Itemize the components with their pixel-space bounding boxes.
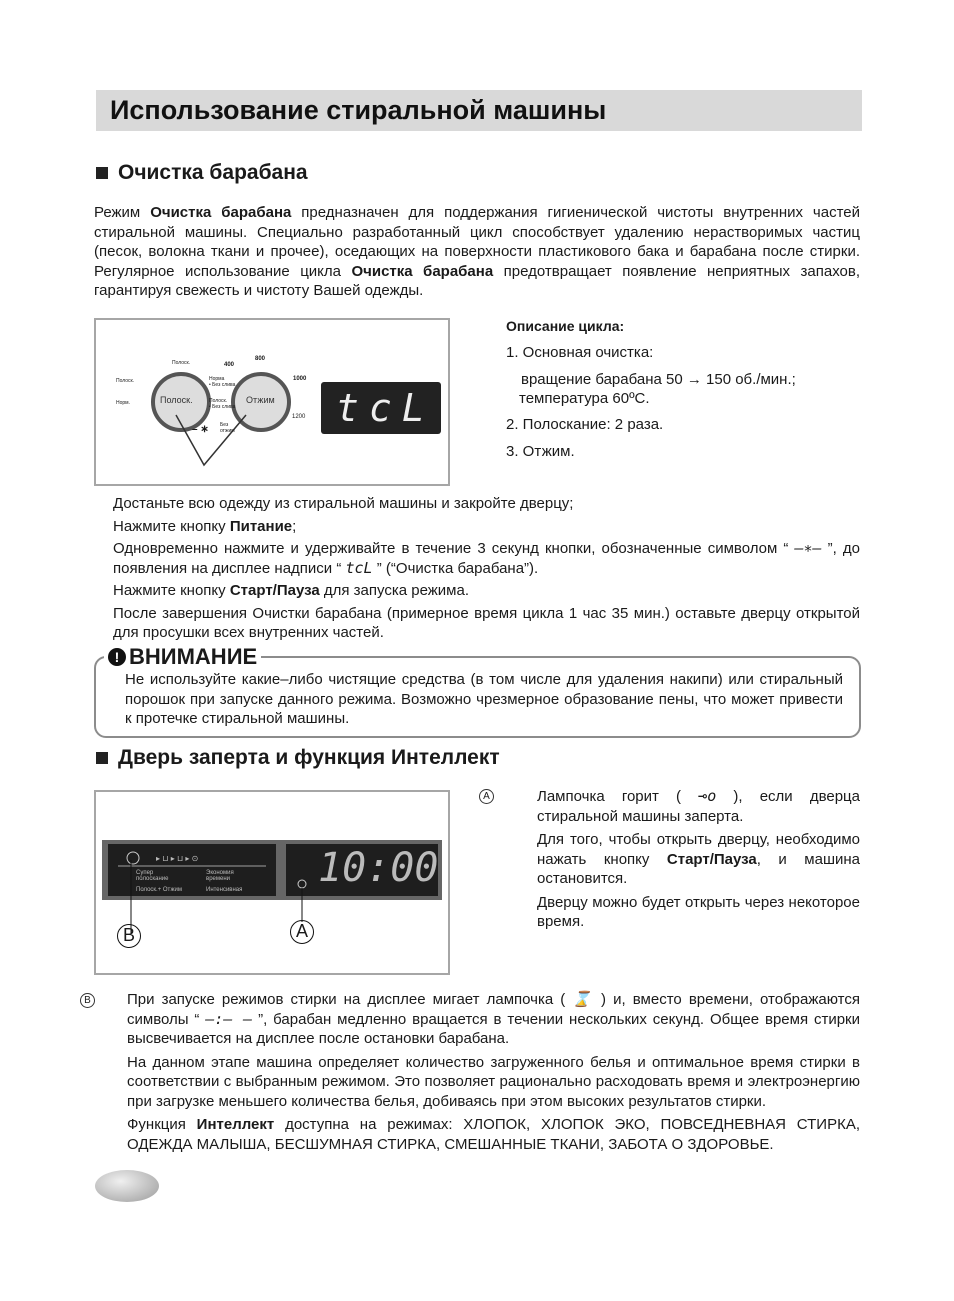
text-segment: Для того, чтобы открыть дверцу, необходимо нажать кнопку <box>537 831 860 868</box>
control-panel-figure-1 <box>94 318 450 486</box>
cycle-heading: Описание цикла: <box>506 318 625 334</box>
cycle-step-detail: температура 60ºC. <box>519 390 650 407</box>
text-segment: На данном этапе машина определяет количество загруженного белья и оптимальное время стирки в соответствии с выбранным режимом. Это позволяет рационально расходовать время и электроэнергию при загрузке меньшего количества белья, добиваясь при этом высоких результатов стирки. <box>127 1053 860 1110</box>
text-segment: ) и, вместо времени, отображаются символы “ <box>127 991 860 1028</box>
page-title: Использование стиральной машины <box>96 90 862 131</box>
text-segment: доступна на режимах: ХЛОПОК, ХЛОПОК ЭКО, ПОВСЕДНЕВНАЯ СТИРКА, ОДЕЖДА МАЛЫША, БЕСШУМНАЯ СТИРКА, СМЕШАННЫЕ ТКАНИ, ЗАБОТА О ЗДОРОВЬЕ. <box>127 1116 861 1153</box>
text-segment: ; <box>292 517 297 535</box>
marker-b: B <box>117 924 141 948</box>
display-symbol: –∗– <box>794 539 822 557</box>
display-text: tcL <box>336 386 435 430</box>
step <box>113 581 860 601</box>
step <box>113 604 860 643</box>
star-symbol: – ∗ <box>192 424 209 435</box>
time-display: 10:00 <box>318 845 439 891</box>
control-panel-figure-2 <box>94 790 450 975</box>
text-segment: предназначен для поддержания гигиенической чистоты внутренних частей стиральной машины. Специально разработанный цикл способствует удалению нерастворимых частиц (песок, волокна ткани и прочее), оседающих на поверхности пластикового бака и барабана после стирки. Регулярное использование цикла <box>94 204 860 280</box>
text-segment: , и машина остановится. <box>537 850 860 887</box>
cycle-description <box>506 317 796 461</box>
step <box>113 539 860 578</box>
text-segment: Нажмите кнопку <box>113 517 230 535</box>
text-segment: предотвращает появление неприятных запахов, гарантируя свежесть и чистоту Вашей одежды. <box>94 262 861 299</box>
rinse-label: Полоск. • Без слива <box>209 398 236 410</box>
bold-text: Старт/Пауза <box>666 850 757 868</box>
rinse-knob-label: Полоск. <box>160 395 193 405</box>
text-segment: Функция <box>127 1116 197 1133</box>
heading-text: Очистка барабана <box>118 161 308 184</box>
page-number-oval <box>95 1170 159 1202</box>
bold-text: Очистка барабана <box>351 262 494 280</box>
bullet-square-icon <box>96 167 108 179</box>
spin-label: 400 <box>224 362 235 368</box>
exclamation-icon: ! <box>108 648 126 666</box>
display-symbol: tcL <box>345 558 373 577</box>
section-heading-drum-clean <box>96 161 308 185</box>
text-segment: ”, барабан медленно вращается в течении нескольких секунд. Общее время стирки высвечивается на дисплее после остановки барабана. <box>127 1010 860 1047</box>
rinse-label: Полоск. <box>172 360 191 366</box>
text-segment: Режим <box>94 204 151 221</box>
text-segment: ”, до появления на дисплее надписи “ <box>113 540 861 577</box>
paragraph <box>537 787 860 826</box>
bold-text: Старт/Пауза <box>229 582 320 599</box>
spin-label: 1200 <box>292 414 306 420</box>
door-lock-description <box>537 787 860 932</box>
step <box>113 517 860 537</box>
display-symbol: –:– – <box>205 1009 253 1028</box>
text-segment: Дверцу можно будет открыть через некоторое время. <box>537 893 860 930</box>
marker-a-label: A <box>479 789 494 804</box>
wash-stage-icons: ▸ ⊔ ▸ ⊔ ▸ ⊙ <box>156 854 199 863</box>
step <box>113 494 860 514</box>
option-label: Экономия времени <box>206 870 234 882</box>
spin-label: Без отжим <box>220 422 235 434</box>
spin-label: 1000 <box>293 376 307 382</box>
text-segment: Одновременно нажмите и удерживайте в течение 3 секунд кнопки, обозначенные символом “ <box>113 540 795 557</box>
cycle-step: 3. Отжим. <box>506 443 575 460</box>
rinse-label: Норма • Без слива <box>209 376 236 388</box>
display-symbol: ⌛ <box>572 990 594 1008</box>
rinse-label: Полоск. <box>116 378 135 384</box>
paragraph <box>537 893 860 932</box>
warning-title: ВНИМАНИЕ <box>129 644 258 669</box>
paragraph <box>127 1115 860 1154</box>
text-segment: Достаньте всю одежду из стиральной машины и закройте дверцу; <box>113 495 574 512</box>
bullet-square-icon <box>96 752 108 764</box>
intellect-description <box>127 990 860 1154</box>
spin-knob-label: Отжим <box>246 395 275 405</box>
intro-paragraph <box>94 203 860 301</box>
marker-b-label: B <box>80 993 95 1008</box>
paragraph <box>127 1053 860 1112</box>
option-label: Супер полоскание <box>136 870 169 882</box>
cycle-step: 1. Основная очистка: <box>506 344 654 361</box>
warning-heading <box>104 644 261 670</box>
heading-text: Дверь заперта и функция Интеллект <box>118 746 500 769</box>
text-segment: Нажмите кнопку <box>113 582 230 599</box>
text-segment: ), если дверца стиральной машины заперта. <box>537 788 860 825</box>
bold-text: Питание <box>229 517 293 535</box>
rinse-label: Норм. <box>116 400 130 406</box>
option-label: Интенсивная <box>206 887 243 893</box>
option-label: Полоск.+ Отжим <box>136 887 182 893</box>
marker-a: A <box>290 920 314 944</box>
warning-text: Не используйте какие–либо чистящие средства (в том числе для удаления накипи) или стиральный порошок при запуске данного режима. Возможно чрезмерное образование пены, что может привести к протечке стиральной машины. <box>125 671 843 727</box>
instruction-steps <box>113 494 860 643</box>
paragraph <box>537 830 860 889</box>
text-segment: При запуске режимов стирки на дисплее мигает лампочка ( <box>127 991 573 1008</box>
paragraph <box>127 990 860 1049</box>
bold-text: Очистка барабана <box>150 204 292 221</box>
section-heading-door-lock <box>96 746 500 770</box>
text-segment: Лампочка горит ( <box>537 788 699 805</box>
text-segment: для запуска режима. <box>319 582 469 599</box>
cycle-step: 2. Полоскание: 2 раза. <box>506 416 664 433</box>
bold-text: Интеллект <box>196 1116 275 1133</box>
text-segment: ” (“Очистка барабана”). <box>372 559 539 577</box>
spin-label: 800 <box>255 356 266 362</box>
cycle-step-detail: вращение барабана 50 → 150 об./мин.; <box>521 371 796 388</box>
text-segment: После завершения Очистки барабана (примерное время цикла 1 час 35 мин.) оставьте дверцу открытой для просушки всех внутренних частей. <box>113 604 860 641</box>
display-symbol: ⊸o <box>698 787 717 805</box>
